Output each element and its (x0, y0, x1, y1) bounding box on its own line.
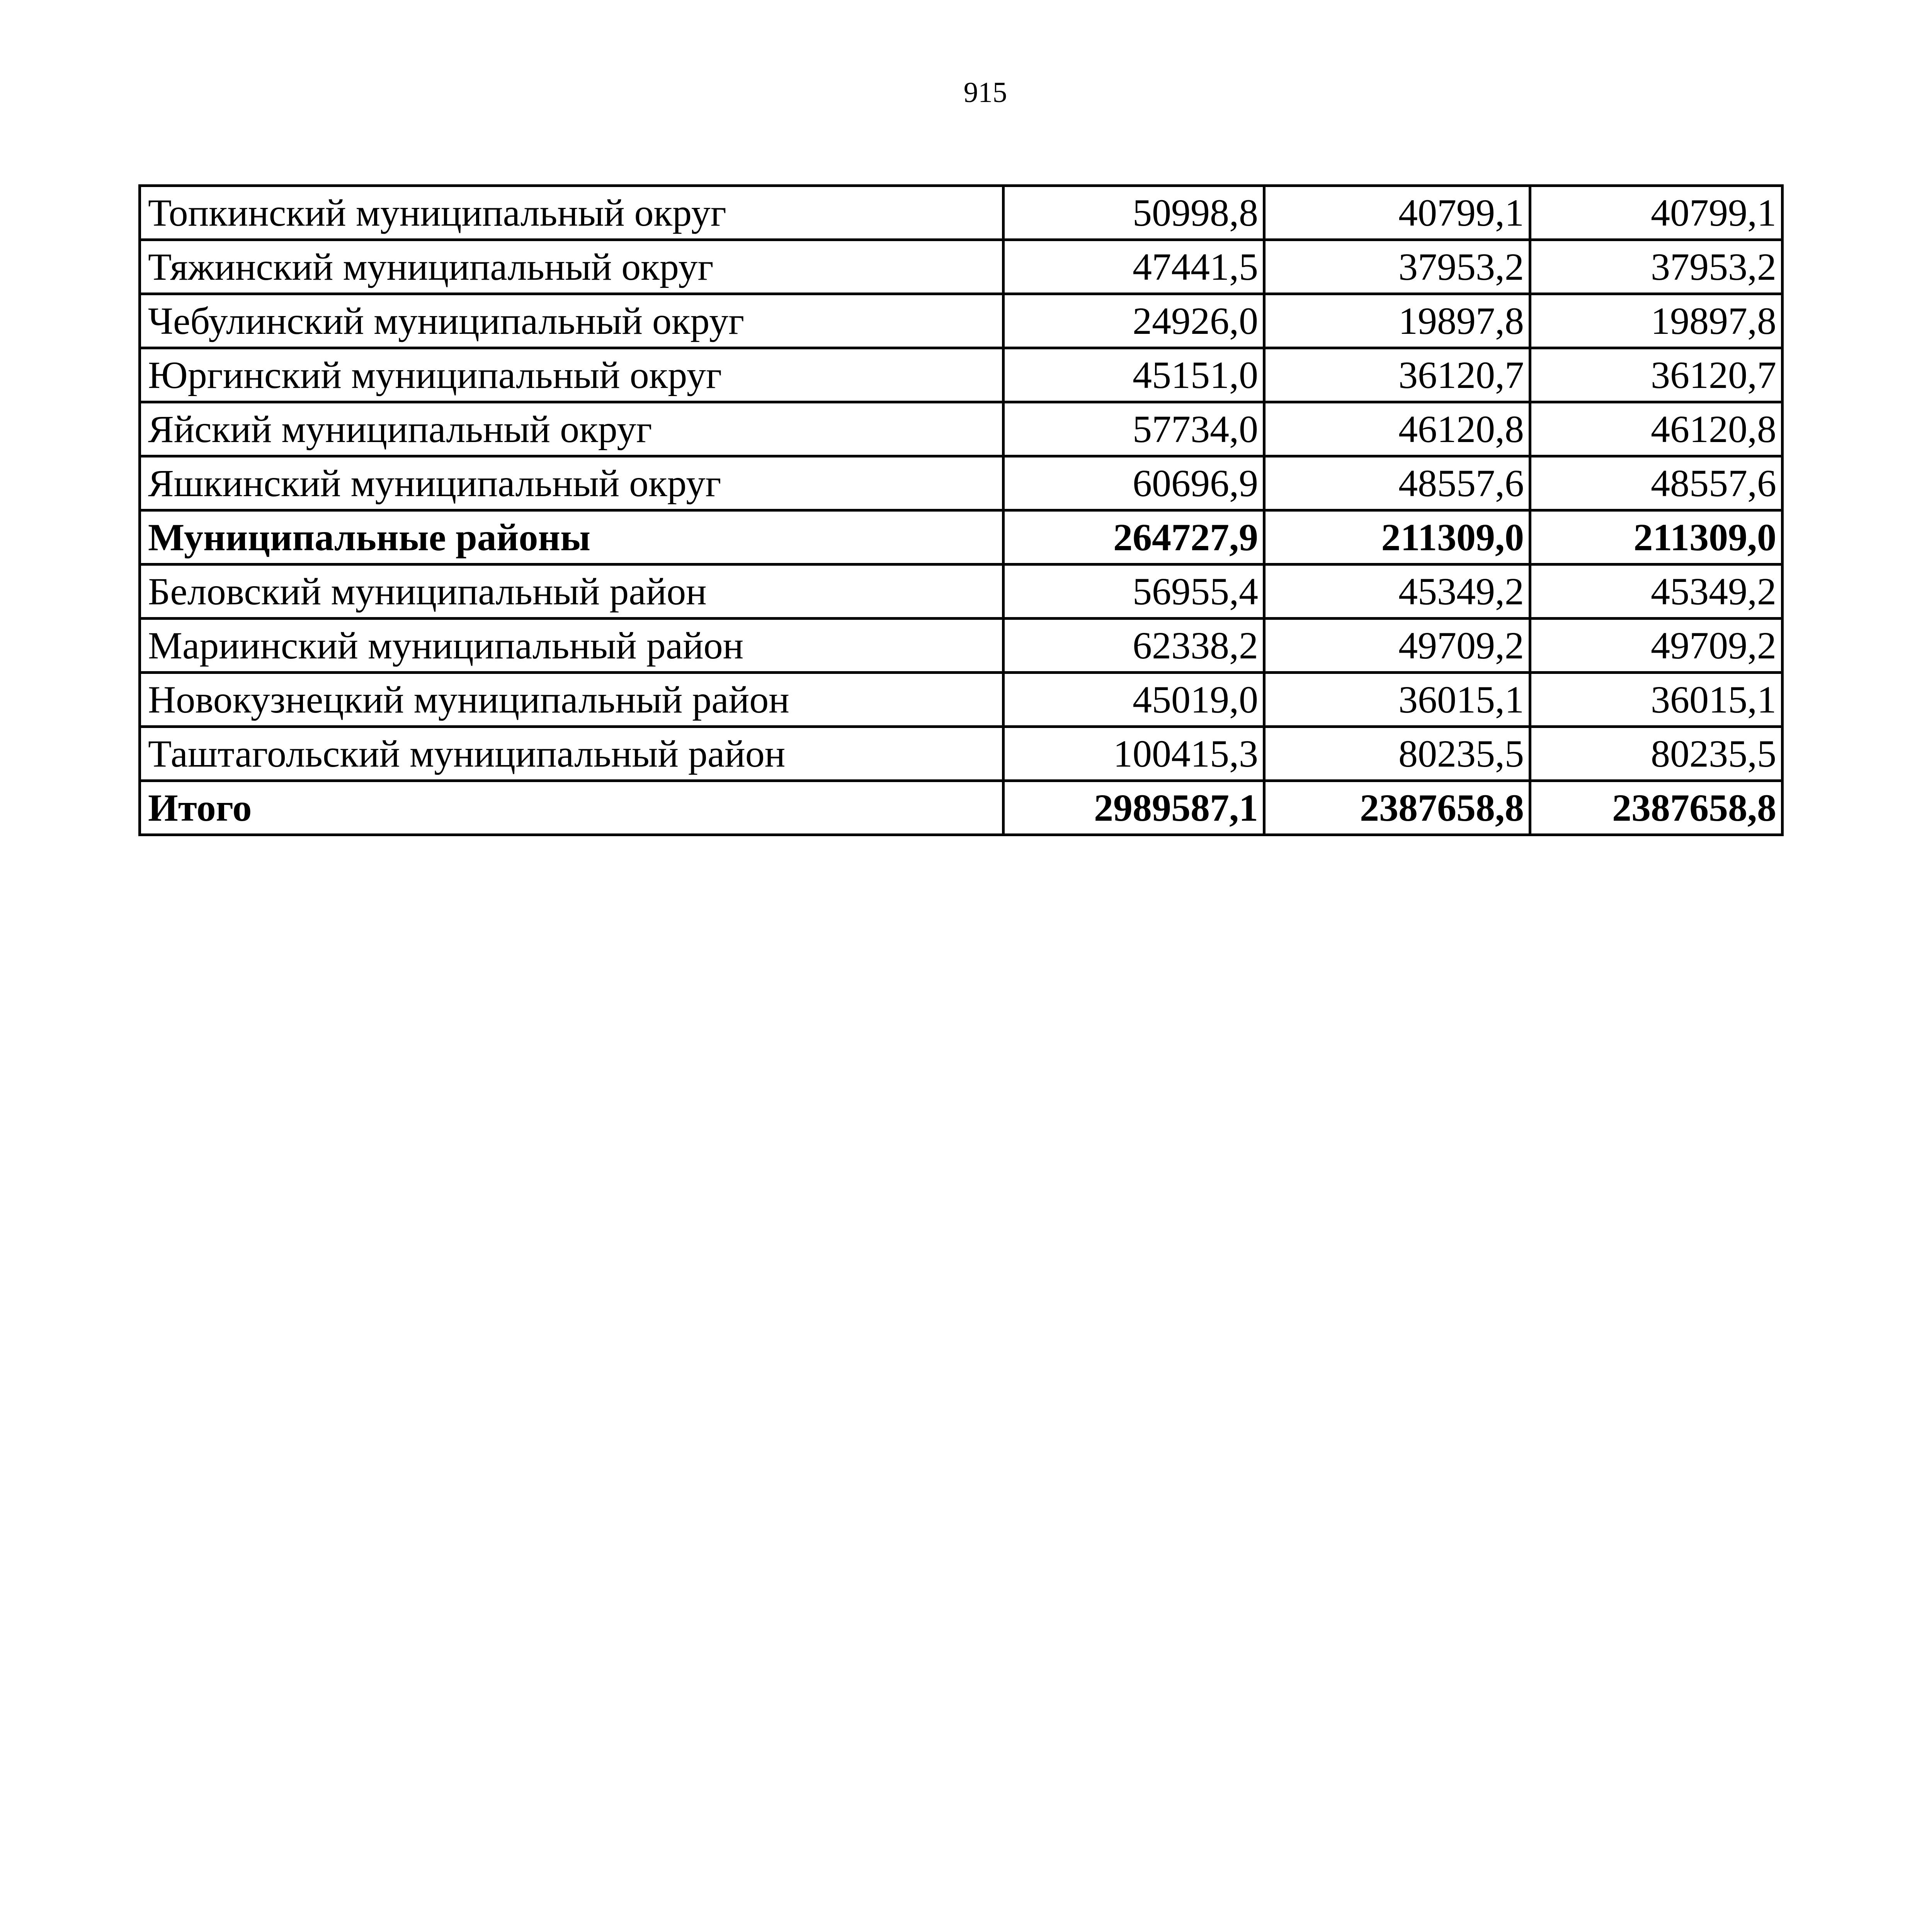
table-row (140, 673, 1783, 727)
table-row (140, 727, 1783, 781)
value-cell-3: 45349,2 (1530, 565, 1783, 619)
value-cell-3: 2387658,8 (1530, 781, 1783, 835)
value-cell-3: 46120,8 (1530, 402, 1783, 456)
table-row-total (140, 781, 1783, 835)
value-cell-1: 24926,0 (1004, 294, 1264, 348)
value-cell-2: 48557,6 (1264, 456, 1530, 510)
table-row (140, 456, 1783, 510)
value-cell-2: 2387658,8 (1264, 781, 1530, 835)
row-name-cell: Таштагольский муниципальный район (140, 727, 1004, 781)
table-row (140, 348, 1783, 402)
value-cell-2: 45349,2 (1264, 565, 1530, 619)
value-cell-2: 46120,8 (1264, 402, 1530, 456)
value-cell-2: 37953,2 (1264, 240, 1530, 294)
value-cell-3: 36015,1 (1530, 673, 1783, 727)
value-cell-1: 100415,3 (1004, 727, 1264, 781)
row-name-cell: Топкинский муниципальный округ (140, 186, 1004, 240)
row-name-cell: Новокузнецкий муниципальный район (140, 673, 1004, 727)
value-cell-1: 264727,9 (1004, 510, 1264, 565)
row-name-cell: Беловский муниципальный район (140, 565, 1004, 619)
value-cell-1: 50998,8 (1004, 186, 1264, 240)
budget-table (138, 184, 1784, 836)
row-name-cell: Юргинский муниципальный округ (140, 348, 1004, 402)
row-name-cell: Яшкинский муниципальный округ (140, 456, 1004, 510)
row-name-cell: Итого (140, 781, 1004, 835)
value-cell-1: 56955,4 (1004, 565, 1264, 619)
row-name-cell: Мариинский муниципальный район (140, 619, 1004, 673)
table-row (140, 294, 1783, 348)
value-cell-2: 36120,7 (1264, 348, 1530, 402)
table-row (140, 240, 1783, 294)
value-cell-1: 2989587,1 (1004, 781, 1264, 835)
value-cell-3: 49709,2 (1530, 619, 1783, 673)
value-cell-3: 80235,5 (1530, 727, 1783, 781)
table-row (140, 402, 1783, 456)
table-row (140, 186, 1783, 240)
value-cell-3: 36120,7 (1530, 348, 1783, 402)
value-cell-3: 19897,8 (1530, 294, 1783, 348)
value-cell-2: 40799,1 (1264, 186, 1530, 240)
value-cell-1: 62338,2 (1004, 619, 1264, 673)
value-cell-1: 45151,0 (1004, 348, 1264, 402)
value-cell-3: 211309,0 (1530, 510, 1783, 565)
row-name-cell: Яйский муниципальный округ (140, 402, 1004, 456)
value-cell-1: 57734,0 (1004, 402, 1264, 456)
table-row (140, 565, 1783, 619)
table-row (140, 619, 1783, 673)
table-body (140, 186, 1783, 835)
value-cell-2: 49709,2 (1264, 619, 1530, 673)
row-name-cell: Муниципальные районы (140, 510, 1004, 565)
value-cell-1: 60696,9 (1004, 456, 1264, 510)
value-cell-2: 211309,0 (1264, 510, 1530, 565)
row-name-cell: Чебулинский муниципальный округ (140, 294, 1004, 348)
value-cell-3: 40799,1 (1530, 186, 1783, 240)
value-cell-3: 37953,2 (1530, 240, 1783, 294)
value-cell-3: 48557,6 (1530, 456, 1783, 510)
value-cell-1: 47441,5 (1004, 240, 1264, 294)
value-cell-2: 36015,1 (1264, 673, 1530, 727)
value-cell-1: 45019,0 (1004, 673, 1264, 727)
value-cell-2: 80235,5 (1264, 727, 1530, 781)
table-row-total (140, 510, 1783, 565)
value-cell-2: 19897,8 (1264, 294, 1530, 348)
row-name-cell: Тяжинский муниципальный округ (140, 240, 1004, 294)
page-number: 915 (963, 77, 1007, 109)
